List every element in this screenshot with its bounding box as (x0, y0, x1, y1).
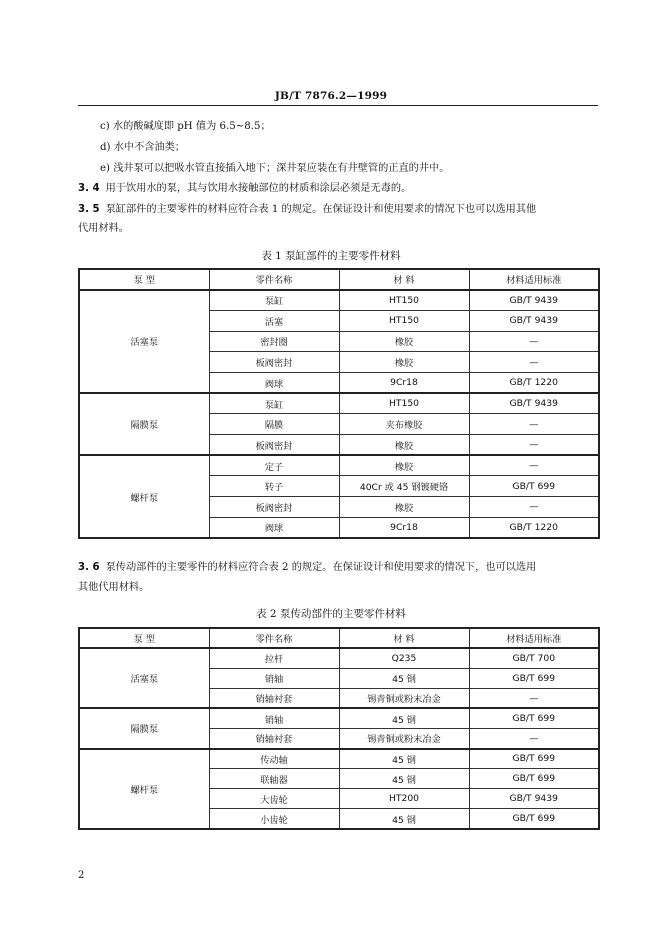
page-number: 2 (78, 870, 85, 881)
material-cell: 锡青铜或粉末冶金 (339, 728, 469, 748)
item-e: e) 浅井泵可以把吸水管直接插入地下；深井泵应装在有井壁管的正直的井中。 (100, 163, 450, 174)
material-cell: 45 钢 (339, 769, 469, 789)
column-header: 零件名称 (209, 269, 339, 290)
standard-cell: GB/T 699 (469, 809, 599, 829)
standard-cell: GB/T 699 (469, 769, 599, 789)
column-header: 材 料 (339, 628, 469, 648)
clause-text: 用于饮用水的泵，其与饮用水接触部位的材质和涂层必须是无毒的。 (105, 183, 412, 194)
part-name-cell: 传动轴 (209, 749, 339, 769)
material-cell: 45 钢 (339, 749, 469, 769)
part-name-cell: 拉杆 (209, 648, 339, 668)
standard-cell: — (469, 352, 599, 373)
clause-text: 泵传动部件的主要零件的材料应符合表 2 的规定。在保证设计和使用要求的情况下，也可以选用 (105, 562, 537, 573)
material-cell: 45 钢 (339, 668, 469, 688)
pump-type-cell: 隔膜泵 (79, 393, 209, 455)
table-row (79, 455, 599, 476)
standard-cell: GB/T 699 (469, 668, 599, 688)
standard-cell: — (469, 688, 599, 708)
material-cell: 橡胶 (339, 331, 469, 352)
material-cell: 橡胶 (339, 435, 469, 456)
material-cell: 45 钢 (339, 809, 469, 829)
material-cell: 9Cr18 (339, 517, 469, 538)
material-cell: 橡胶 (339, 497, 469, 518)
part-name-cell: 转子 (209, 476, 339, 497)
material-cell: 橡胶 (339, 352, 469, 373)
material-cell: Q235 (339, 648, 469, 668)
column-header: 泵 型 (79, 628, 209, 648)
material-cell: HT150 (339, 310, 469, 331)
clause-3-4 (78, 182, 411, 196)
part-name-cell: 销轴 (209, 708, 339, 728)
document-header: JB/T 7876.2—1999 (274, 90, 388, 102)
clause-3-5-cont: 代用材料。 (78, 223, 129, 234)
part-name-cell: 隔膜 (209, 414, 339, 435)
item-c: c) 水的酸碱度即 pH 值为 6.5~8.5； (100, 121, 271, 132)
standard-cell: GB/T 9439 (469, 310, 599, 331)
part-name-cell: 定子 (209, 455, 339, 476)
part-name-cell: 阀球 (209, 372, 339, 393)
clause-text: 泵缸部件的主要零件的材料应符合表 1 的规定。在保证设计和使用要求的情况下也可以选用其他 (105, 204, 537, 215)
pump-type-cell: 隔膜泵 (79, 708, 209, 748)
part-name-cell: 阀球 (209, 517, 339, 538)
clause-3-6-cont: 其他代用材料。 (78, 582, 150, 593)
clause-number: 3. 6 (78, 562, 100, 573)
part-name-cell: 销轴衬套 (209, 688, 339, 708)
pump-type-cell: 螺杆泵 (79, 749, 209, 829)
header-rule (78, 105, 598, 106)
part-name-cell: 密封圈 (209, 331, 339, 352)
part-name-cell: 活塞 (209, 310, 339, 331)
part-name-cell: 泵缸 (209, 393, 339, 414)
table-row (79, 648, 599, 668)
table-row (79, 393, 599, 414)
material-cell: HT200 (339, 789, 469, 809)
material-cell: HT150 (339, 393, 469, 414)
clause-number: 3. 4 (78, 183, 100, 194)
table-header-row (79, 269, 599, 290)
standard-cell: GB/T 1220 (469, 372, 599, 393)
table-header-row (79, 628, 599, 648)
table-row (79, 290, 599, 311)
table2 (78, 627, 600, 830)
standard-cell: — (469, 497, 599, 518)
pump-type-cell: 活塞泵 (79, 290, 209, 393)
standard-cell: GB/T 699 (469, 749, 599, 769)
standard-cell: GB/T 9439 (469, 393, 599, 414)
standard-cell: — (469, 728, 599, 748)
material-cell: 9Cr18 (339, 372, 469, 393)
part-name-cell: 板阀密封 (209, 352, 339, 373)
column-header: 泵 型 (79, 269, 209, 290)
table1 (78, 268, 600, 539)
clause-number: 3. 5 (78, 204, 100, 215)
table-row (79, 708, 599, 728)
column-header: 材 料 (339, 269, 469, 290)
pump-type-cell: 活塞泵 (79, 648, 209, 708)
item-d: d) 水中不含油类； (100, 142, 186, 153)
standard-cell: — (469, 331, 599, 352)
part-name-cell: 销轴 (209, 668, 339, 688)
material-cell: 橡胶 (339, 455, 469, 476)
standard-cell: — (469, 455, 599, 476)
table-row (79, 749, 599, 769)
table1-caption: 表 1 泵缸部件的主要零件材料 (261, 250, 401, 262)
part-name-cell: 销轴衬套 (209, 728, 339, 748)
column-header: 材料适用标准 (469, 269, 599, 290)
standard-cell: GB/T 699 (469, 476, 599, 497)
standard-cell: GB/T 700 (469, 648, 599, 668)
part-name-cell: 小齿轮 (209, 809, 339, 829)
part-name-cell: 板阀密封 (209, 435, 339, 456)
part-name-cell: 联轴器 (209, 769, 339, 789)
clause-3-5 (78, 203, 536, 217)
column-header: 零件名称 (209, 628, 339, 648)
pump-type-cell: 螺杆泵 (79, 455, 209, 538)
standard-cell: — (469, 414, 599, 435)
standard-cell: GB/T 9439 (469, 290, 599, 311)
part-name-cell: 泵缸 (209, 290, 339, 311)
part-name-cell: 板阀密封 (209, 497, 339, 518)
column-header: 材料适用标准 (469, 628, 599, 648)
material-cell: HT150 (339, 290, 469, 311)
part-name-cell: 大齿轮 (209, 789, 339, 809)
material-cell: 夹布橡胶 (339, 414, 469, 435)
clause-3-6 (78, 561, 536, 575)
standard-cell: GB/T 9439 (469, 789, 599, 809)
standard-cell: GB/T 1220 (469, 517, 599, 538)
table2-caption: 表 2 泵传动部件的主要零件材料 (256, 608, 406, 620)
material-cell: 45 钢 (339, 708, 469, 728)
standard-cell: GB/T 699 (469, 708, 599, 728)
material-cell: 40Cr 或 45 钢镀硬铬 (339, 476, 469, 497)
standard-cell: — (469, 435, 599, 456)
material-cell: 锡青铜或粉末冶金 (339, 688, 469, 708)
